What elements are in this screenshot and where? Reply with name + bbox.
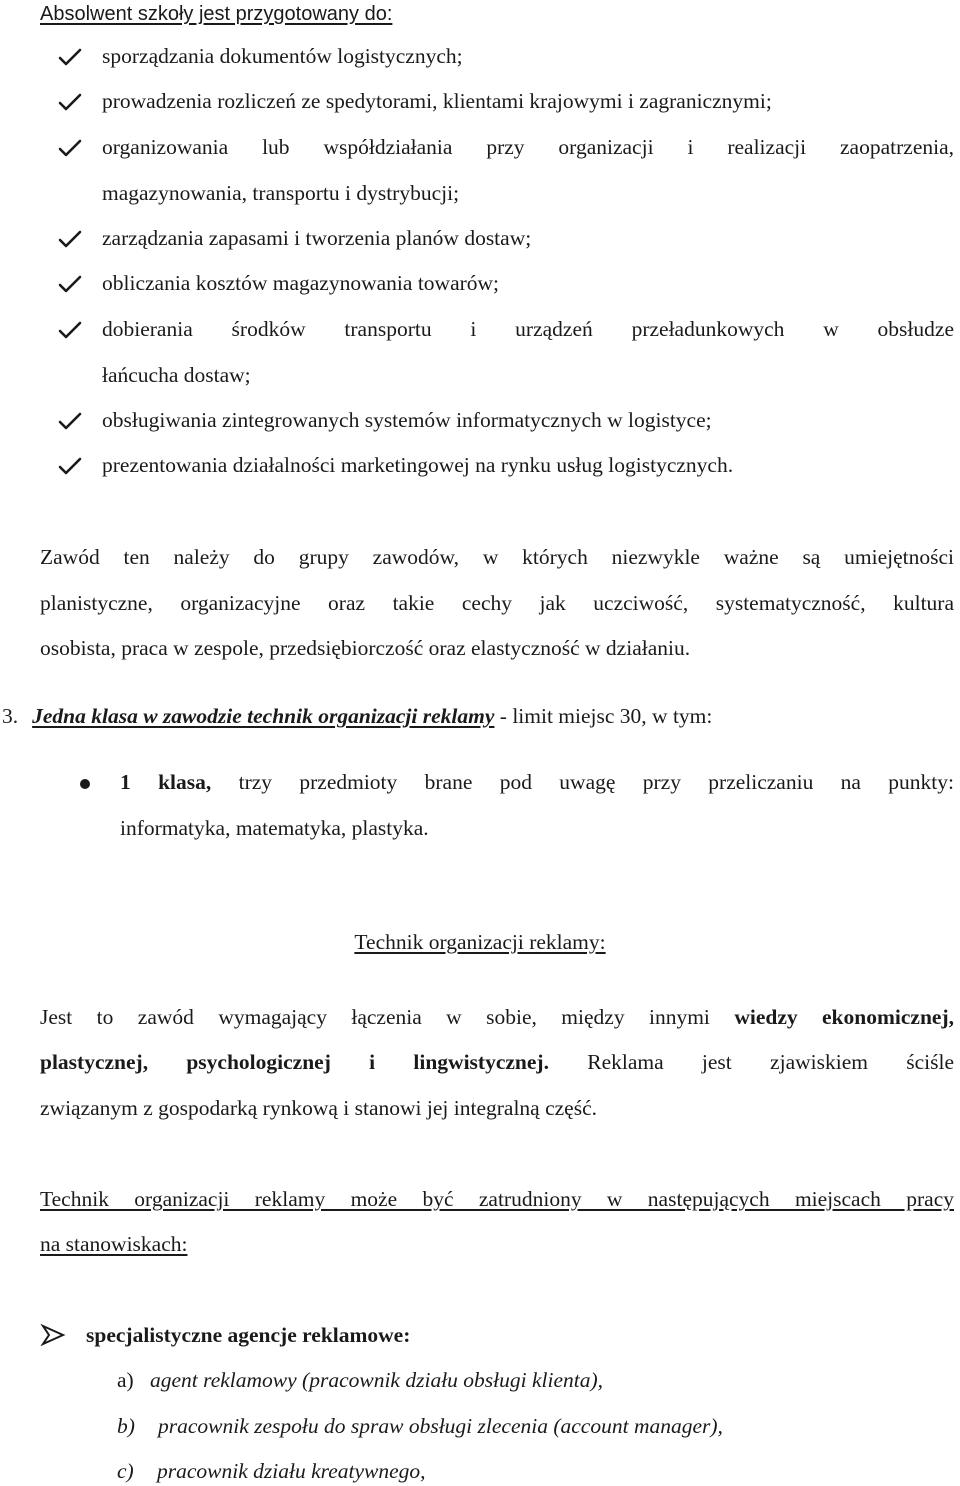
class-bullet-text: trzy przedmioty brane pod uwagę przy przeliczaniu na punkty:: [211, 770, 954, 794]
paragraph-text: Reklama jest zjawiskiem ściśle: [548, 1050, 955, 1074]
paragraph-line: osobista, praca w zespole, przedsiębiorczość oraz elastyczność w działaniu.: [40, 636, 691, 660]
checkmark-icon: [58, 456, 82, 476]
list-item-text: pracownik zespołu do spraw obsługi zlecenia (account manager),: [158, 1414, 723, 1438]
employment-heading: Technik organizacji reklamy może być zatrudniony w następujących miejscach pracy: [40, 1187, 954, 1211]
skill-item: dobierania środków transportu i urządzeń przeładunkowych w obsłudze: [102, 317, 954, 341]
list-item: [117, 1370, 603, 1392]
list-marker: c): [117, 1459, 134, 1483]
list-marker: a): [117, 1368, 134, 1392]
paragraph-bold-text: wiedzy ekonomicznej,: [734, 1005, 954, 1029]
list-item: [117, 1461, 426, 1483]
class-bullet-line: [120, 772, 954, 794]
skill-item: zarządzania zapasami i tworzenia planów dostaw;: [102, 226, 532, 250]
skill-item: prezentowania działalności marketingowej na rynku usług logistycznych.: [102, 453, 734, 477]
skill-item: obliczania kosztów magazynowania towarów;: [102, 271, 500, 295]
checkmark-icon: [58, 92, 82, 112]
paragraph-line: planistyczne, organizacyjne oraz takie cechy jak uczciwość, systematyczność, kultura: [40, 591, 954, 615]
checkmark-icon: [58, 274, 82, 294]
bullet-icon: [80, 779, 90, 789]
list-marker: b): [117, 1414, 135, 1438]
paragraph-text: Jest to zawód wymagający łączenia w sobie, między innymi: [40, 1005, 735, 1029]
paragraph-bold-text: plastycznej, psychologicznej i lingwistycznej.: [40, 1050, 549, 1074]
profile-heading: Technik organizacji reklamy:: [354, 930, 606, 954]
checkmark-icon: [58, 47, 82, 67]
paragraph-line: Zawód ten należy do grupy zawodów, w których niezwykle ważne są umiejętności: [40, 545, 954, 569]
skill-item: sporządzania dokumentów logistycznych;: [102, 44, 463, 68]
list-item-text: pracownik działu kreatywnego,: [157, 1459, 426, 1483]
agencies-heading: specjalistyczne agencje reklamowe:: [86, 1323, 411, 1347]
arrow-bullet-icon: [40, 1324, 66, 1346]
checkmark-icon: [58, 138, 82, 158]
class-bullet-bold: 1 klasa,: [120, 770, 212, 794]
section-number: 3.: [2, 704, 19, 728]
list-item: [117, 1416, 723, 1438]
skill-item: obsługiwania zintegrowanych systemów informatycznych w logistyce;: [102, 408, 712, 432]
paragraph-line: [40, 1052, 954, 1074]
paragraph-line: związanym z gospodarką rynkową i stanowi jej integralną część.: [40, 1096, 597, 1120]
class-bullet-subjects: informatyka, matematyka, plastyka.: [120, 816, 429, 840]
skill-item-continuation: magazynowania, transportu i dystrybucji;: [102, 181, 460, 205]
class-title: Jedna klasa w zawodzie technik organizacji reklamy: [32, 704, 495, 728]
paragraph-line: [40, 1007, 954, 1029]
list-item-text: agent reklamowy (pracownik działu obsługi klienta),: [150, 1368, 604, 1392]
section-3-line: [2, 706, 712, 728]
employment-heading-continuation: na stanowiskach:: [40, 1232, 188, 1256]
checkmark-icon: [58, 320, 82, 340]
skill-item: organizowania lub współdziałania przy organizacji i realizacji zaopatrzenia,: [102, 135, 954, 159]
checkmark-icon: [58, 411, 82, 431]
skill-item-continuation: łańcucha dostaw;: [102, 363, 251, 387]
checkmark-icon: [58, 229, 82, 249]
skill-item: prowadzenia rozliczeń ze spedytorami, klientami krajowymi i zagranicznymi;: [102, 89, 772, 113]
limit-text: - limit miejsc 30, w tym:: [494, 704, 713, 728]
intro-heading: Absolwent szkoły jest przygotowany do:: [40, 3, 393, 25]
